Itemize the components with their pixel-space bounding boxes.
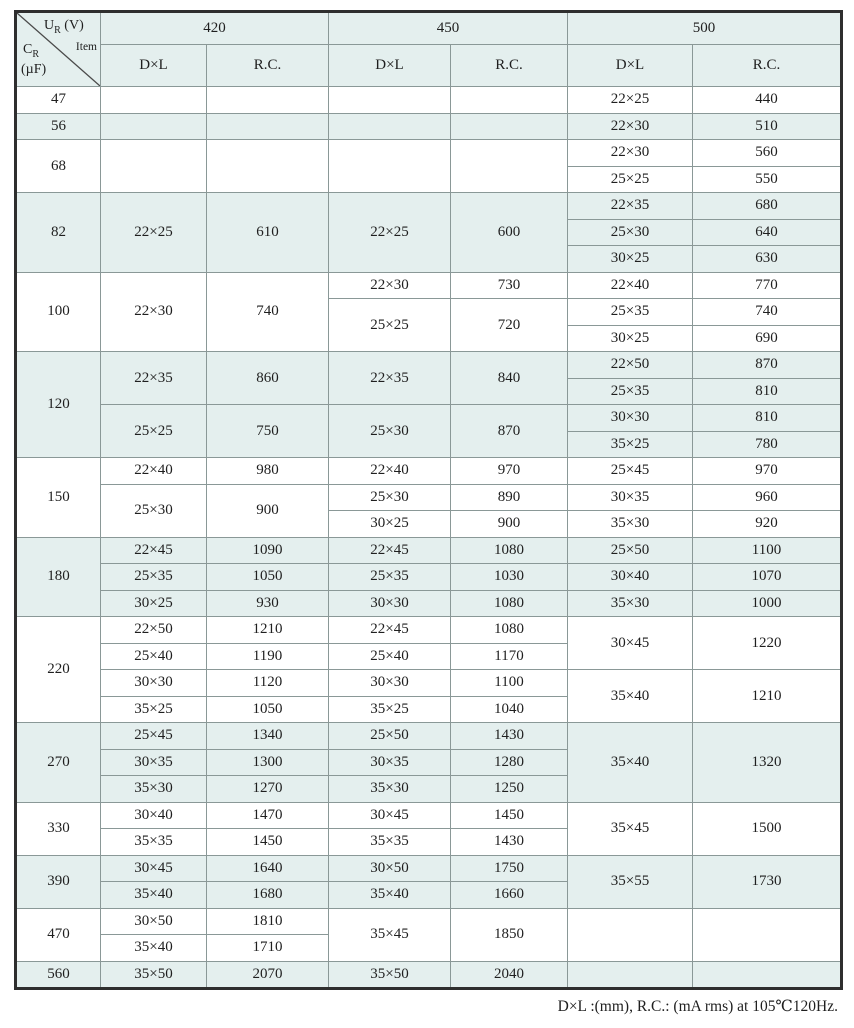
dl-cell: 35×45 <box>329 908 451 961</box>
rc-cell: 870 <box>693 352 842 379</box>
dl-cell: 25×30 <box>568 219 693 246</box>
rc-cell: 1810 <box>207 908 329 935</box>
dl-cell <box>101 87 207 114</box>
rc-cell: 1710 <box>207 935 329 962</box>
dl-cell: 35×25 <box>568 431 693 458</box>
dl-cell: 25×35 <box>568 378 693 405</box>
rc-header-420: R.C. <box>207 45 329 87</box>
rc-cell: 860 <box>207 352 329 405</box>
rc-cell: 810 <box>693 405 842 432</box>
table-row <box>16 193 842 220</box>
rc-header-450: R.C. <box>451 45 568 87</box>
capacitance-cell: 390 <box>16 855 101 908</box>
dl-cell: 30×50 <box>329 855 451 882</box>
dl-cell: 22×25 <box>101 193 207 273</box>
dl-cell: 35×40 <box>568 670 693 723</box>
dl-cell <box>329 87 451 114</box>
dl-cell: 35×25 <box>329 696 451 723</box>
table-header <box>16 12 842 87</box>
dl-cell <box>101 140 207 193</box>
dl-cell: 30×25 <box>568 246 693 273</box>
dl-cell: 30×40 <box>101 802 207 829</box>
rc-cell: 2070 <box>207 961 329 989</box>
rc-cell: 1210 <box>693 670 842 723</box>
dl-cell: 22×35 <box>101 352 207 405</box>
capacitance-label: $C_R$ <box>23 42 40 60</box>
rc-cell <box>207 113 329 140</box>
dl-header-420: D×L <box>101 45 207 87</box>
rc-cell: 1100 <box>693 537 842 564</box>
capacitance-cell: 150 <box>16 458 101 538</box>
dl-cell: 30×35 <box>568 484 693 511</box>
rc-cell: 1070 <box>693 564 842 591</box>
dl-cell: 22×45 <box>329 617 451 644</box>
table-row <box>16 113 842 140</box>
dl-cell <box>568 961 693 989</box>
rc-cell: 840 <box>451 352 568 405</box>
dl-cell <box>329 140 451 193</box>
rc-cell: 1850 <box>451 908 568 961</box>
dl-cell: 30×30 <box>568 405 693 432</box>
rc-cell: 890 <box>451 484 568 511</box>
dl-cell: 35×30 <box>568 590 693 617</box>
rc-cell: 1280 <box>451 749 568 776</box>
table-row <box>16 590 842 617</box>
table-row <box>16 564 842 591</box>
rc-cell: 1210 <box>207 617 329 644</box>
rc-cell: 1030 <box>451 564 568 591</box>
rc-cell: 1300 <box>207 749 329 776</box>
rc-cell <box>207 140 329 193</box>
rc-cell: 1080 <box>451 537 568 564</box>
rc-cell: 900 <box>207 484 329 537</box>
dl-cell: 22×40 <box>101 458 207 485</box>
dl-cell: 25×35 <box>101 564 207 591</box>
dl-cell: 35×50 <box>329 961 451 989</box>
dl-cell: 35×25 <box>101 696 207 723</box>
dl-cell: 25×35 <box>568 299 693 326</box>
rc-cell <box>451 87 568 114</box>
dl-cell: 35×30 <box>101 776 207 803</box>
rc-header-500: R.C. <box>693 45 842 87</box>
dl-cell: 30×25 <box>568 325 693 352</box>
rc-cell: 1320 <box>693 723 842 803</box>
rc-cell: 1430 <box>451 829 568 856</box>
ripple-current-table <box>14 10 843 990</box>
dl-cell: 22×50 <box>101 617 207 644</box>
dl-cell: 35×30 <box>568 511 693 538</box>
dl-cell: 35×50 <box>101 961 207 989</box>
table-row <box>16 405 842 432</box>
capacitance-cell: 560 <box>16 961 101 989</box>
dl-cell: 35×35 <box>329 829 451 856</box>
dl-cell: 22×30 <box>101 272 207 352</box>
dl-cell: 25×35 <box>329 564 451 591</box>
table-row <box>16 458 842 485</box>
table-row <box>16 352 842 379</box>
rc-cell: 750 <box>207 405 329 458</box>
rc-cell: 560 <box>693 140 842 167</box>
capacitance-cell: 100 <box>16 272 101 352</box>
dl-cell: 35×35 <box>101 829 207 856</box>
dl-cell: 30×45 <box>101 855 207 882</box>
dl-cell: 22×40 <box>329 458 451 485</box>
rated-voltage-label: $U_R$ (V) <box>44 18 84 36</box>
dl-cell <box>329 113 451 140</box>
dl-cell <box>101 113 207 140</box>
capacitance-unit-label: (µF) <box>21 62 47 77</box>
rc-cell <box>693 961 842 989</box>
rc-cell: 1100 <box>451 670 568 697</box>
dl-cell: 22×50 <box>568 352 693 379</box>
dl-cell: 35×40 <box>329 882 451 909</box>
table-row <box>16 87 842 114</box>
table-row <box>16 140 842 167</box>
rc-cell: 720 <box>451 299 568 352</box>
rc-cell <box>451 140 568 193</box>
rc-cell: 1470 <box>207 802 329 829</box>
dl-cell: 30×45 <box>568 617 693 670</box>
dl-cell: 22×45 <box>101 537 207 564</box>
footnote: D×L :(mm), R.C.: (mA rms) at 105℃120Hz. <box>557 998 838 1015</box>
dl-cell: 25×25 <box>101 405 207 458</box>
voltage-420-header: 420 <box>101 12 329 45</box>
rc-cell: 870 <box>451 405 568 458</box>
dl-cell: 30×45 <box>329 802 451 829</box>
rc-cell: 680 <box>693 193 842 220</box>
rc-cell: 1730 <box>693 855 842 908</box>
dl-cell: 25×30 <box>101 484 207 537</box>
capacitance-cell: 68 <box>16 140 101 193</box>
rc-cell: 1050 <box>207 696 329 723</box>
capacitance-cell: 82 <box>16 193 101 273</box>
rc-cell: 510 <box>693 113 842 140</box>
rc-cell: 1080 <box>451 590 568 617</box>
dl-cell: 22×40 <box>568 272 693 299</box>
table-row <box>16 484 842 511</box>
rc-cell: 440 <box>693 87 842 114</box>
table-row <box>16 670 842 697</box>
dl-cell: 35×40 <box>568 723 693 803</box>
rc-cell: 600 <box>451 193 568 273</box>
rc-cell: 920 <box>693 511 842 538</box>
dl-cell: 35×30 <box>329 776 451 803</box>
dl-cell: 22×25 <box>568 87 693 114</box>
rc-cell: 1170 <box>451 643 568 670</box>
rc-cell <box>207 87 329 114</box>
rc-cell: 1680 <box>207 882 329 909</box>
dl-cell: 35×45 <box>568 802 693 855</box>
rc-cell: 1340 <box>207 723 329 750</box>
rc-cell: 1250 <box>451 776 568 803</box>
rc-cell: 730 <box>451 272 568 299</box>
rc-cell: 770 <box>693 272 842 299</box>
capacitance-cell: 270 <box>16 723 101 803</box>
dl-cell <box>568 908 693 961</box>
dl-cell: 25×30 <box>329 405 451 458</box>
rc-cell: 1750 <box>451 855 568 882</box>
dl-cell: 30×25 <box>101 590 207 617</box>
dl-cell: 22×25 <box>329 193 451 273</box>
rc-cell: 550 <box>693 166 842 193</box>
rc-cell: 1450 <box>207 829 329 856</box>
dl-cell: 25×25 <box>568 166 693 193</box>
capacitance-cell: 220 <box>16 617 101 723</box>
rc-cell: 1090 <box>207 537 329 564</box>
rc-cell: 1000 <box>693 590 842 617</box>
rc-cell: 1050 <box>207 564 329 591</box>
rc-cell: 640 <box>693 219 842 246</box>
dl-cell: 22×35 <box>329 352 451 405</box>
rc-cell: 610 <box>207 193 329 273</box>
table-row <box>16 723 842 750</box>
dl-cell: 35×40 <box>101 882 207 909</box>
rc-cell: 1040 <box>451 696 568 723</box>
dl-cell: 25×40 <box>101 643 207 670</box>
rc-cell: 810 <box>693 378 842 405</box>
dl-cell: 30×30 <box>329 670 451 697</box>
dl-cell: 25×40 <box>329 643 451 670</box>
dl-cell: 22×45 <box>329 537 451 564</box>
rc-cell <box>693 908 842 961</box>
dl-header-500: D×L <box>568 45 693 87</box>
dl-cell: 25×50 <box>329 723 451 750</box>
rc-cell: 930 <box>207 590 329 617</box>
dl-cell: 22×30 <box>568 113 693 140</box>
rc-cell: 1190 <box>207 643 329 670</box>
dl-cell: 30×30 <box>101 670 207 697</box>
rc-cell: 1450 <box>451 802 568 829</box>
subheader-row <box>16 45 842 87</box>
dl-cell: 25×25 <box>329 299 451 352</box>
dl-cell: 25×45 <box>568 458 693 485</box>
rc-cell: 1220 <box>693 617 842 670</box>
table-row <box>16 961 842 989</box>
table-row <box>16 855 842 882</box>
dl-cell: 30×40 <box>568 564 693 591</box>
dl-cell: 30×25 <box>329 511 451 538</box>
capacitance-cell: 47 <box>16 87 101 114</box>
voltage-500-header: 500 <box>568 12 842 45</box>
dl-header-450: D×L <box>329 45 451 87</box>
rc-cell: 780 <box>693 431 842 458</box>
rc-cell <box>451 113 568 140</box>
dl-cell: 25×30 <box>329 484 451 511</box>
capacitance-cell: 330 <box>16 802 101 855</box>
table-row <box>16 617 842 644</box>
rc-cell: 740 <box>207 272 329 352</box>
table-body <box>16 87 842 989</box>
dl-cell: 30×50 <box>101 908 207 935</box>
rc-cell: 1080 <box>451 617 568 644</box>
dl-cell: 30×35 <box>101 749 207 776</box>
dl-cell: 22×30 <box>329 272 451 299</box>
dl-cell: 22×30 <box>568 140 693 167</box>
dl-cell: 35×55 <box>568 855 693 908</box>
capacitance-cell: 56 <box>16 113 101 140</box>
capacitance-cell: 120 <box>16 352 101 458</box>
rc-cell: 900 <box>451 511 568 538</box>
rc-cell: 690 <box>693 325 842 352</box>
rc-cell: 740 <box>693 299 842 326</box>
rc-cell: 970 <box>451 458 568 485</box>
capacitance-cell: 470 <box>16 908 101 961</box>
rc-cell: 1430 <box>451 723 568 750</box>
table-row <box>16 802 842 829</box>
table-row <box>16 908 842 935</box>
dl-cell: 30×30 <box>329 590 451 617</box>
rc-cell: 1660 <box>451 882 568 909</box>
rc-cell: 2040 <box>451 961 568 989</box>
rc-cell: 1500 <box>693 802 842 855</box>
rc-cell: 960 <box>693 484 842 511</box>
dl-cell: 22×35 <box>568 193 693 220</box>
dl-cell: 35×40 <box>101 935 207 962</box>
dl-cell: 25×45 <box>101 723 207 750</box>
dl-cell: 25×50 <box>568 537 693 564</box>
item-label: Item <box>75 41 97 53</box>
rc-cell: 1270 <box>207 776 329 803</box>
voltage-header-row <box>16 12 842 45</box>
table-row <box>16 272 842 299</box>
table-row <box>16 537 842 564</box>
rc-cell: 1640 <box>207 855 329 882</box>
rc-cell: 630 <box>693 246 842 273</box>
capacitance-cell: 180 <box>16 537 101 617</box>
dl-cell: 30×35 <box>329 749 451 776</box>
rc-cell: 970 <box>693 458 842 485</box>
rc-cell: 1120 <box>207 670 329 697</box>
corner-header-cell <box>16 12 101 87</box>
voltage-450-header: 450 <box>329 12 568 45</box>
rc-cell: 980 <box>207 458 329 485</box>
